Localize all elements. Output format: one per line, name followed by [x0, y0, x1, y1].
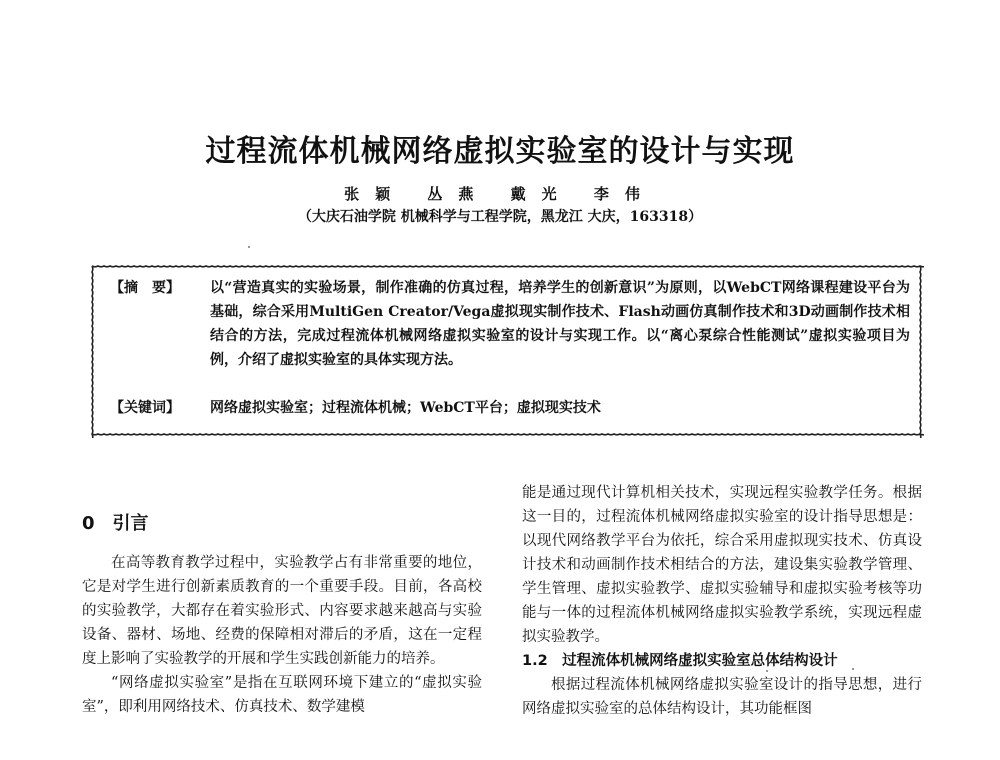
abstract-box	[88, 262, 924, 438]
body-paragraph: 根据过程流体机械网络虚拟实验室设计的指导思想，进行网络虚拟实验室的总体结构设计，其功能框图	[522, 677, 922, 717]
affiliation: （大庆石油学院 机械科学与工程学院，黑龙江 大庆，163318）	[297, 209, 703, 225]
left-column	[82, 485, 482, 719]
keywords-text: 网络虚拟实验室；过程流体机械；WebCT平台；虚拟现实技术	[210, 400, 601, 416]
subsection-heading-1-2: 1.2 过程流体机械网络虚拟实验室总体结构设计	[522, 653, 838, 669]
body-paragraph: “网络虚拟实验室”是指在互联网环境下建立的“虚拟实验室”，即利用网络技术、仿真技术、数学建模	[82, 675, 482, 715]
body-paragraph: 在高等教育教学过程中，实验教学占有非常重要的地位，它是对学生进行创新素质教育的一个重要手段。目前，各高校的实验教学，大都存在着实验形式、内容要求越来越高与实验设备、器材、场地、经费的保障相对滞后的矛盾，这在一定程度上影响了实验教学的开展和学生实践创新能力的培养。	[82, 555, 482, 667]
body-paragraph: 能是通过现代计算机相关技术，实现远程实验教学任务。根据这一目的，过程流体机械网络虚拟实验室的设计指导思想是：以现代网络教学平台为依托，综合采用虚拟现实技术、仿真设计技术和动画制作技术相结合的方法，建设集实验教学管理、学生管理、虚拟实验教学、虚拟实验辅导和虚拟实验考核等功能与一体的过程流体机械网络虚拟实验教学系统，实现远程虚拟实验教学。	[522, 485, 922, 645]
keywords-label: 【关键词】	[110, 400, 180, 416]
paper-title: 过程流体机械网络虚拟实验室的设计与实现	[205, 134, 795, 169]
author-list: 张颖 丛燕 戴光 李伟	[344, 185, 656, 203]
scan-speck	[766, 670, 768, 672]
scan-speck	[852, 668, 854, 670]
scan-speck	[248, 246, 250, 248]
abstract-text: 以“营造真实的实验场景，制作准确的仿真过程，培养学生的创新意识”为原则，以WebCT网络课程建设平台为基础，综合采用MultiGen Creator/Vega虚拟现实制作技术、Flash动画仿真制作技术和3D动画制作技术相结合的方法，完成过程流体机械网络虚拟实验室的设计与实现工作。以“离心泵综合性能测试”虚拟实验项目为例，介绍了虚拟实验室的具体实现方法。	[210, 280, 910, 368]
section-heading-introduction: 0 引言	[82, 513, 149, 534]
abstract-label: 【摘 要】	[110, 280, 180, 296]
right-column	[522, 481, 922, 721]
